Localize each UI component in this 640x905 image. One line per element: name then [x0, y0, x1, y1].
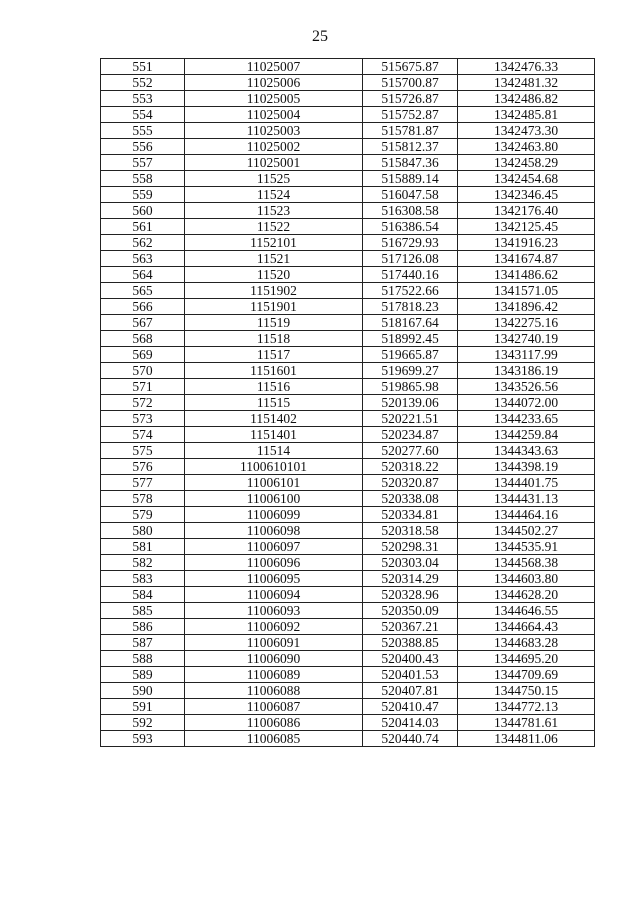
y-coordinate-cell: 1344464.16	[458, 507, 595, 523]
table-row	[101, 219, 595, 235]
point-id-cell: 11006088	[185, 683, 363, 699]
y-coordinate-cell: 1344502.27	[458, 523, 595, 539]
y-coordinate-cell: 1342486.82	[458, 91, 595, 107]
table-row	[101, 539, 595, 555]
table-row	[101, 283, 595, 299]
point-id-cell: 11006092	[185, 619, 363, 635]
x-coordinate-cell: 516729.93	[363, 235, 458, 251]
point-id-cell: 11025007	[185, 59, 363, 75]
point-id-cell: 11006085	[185, 731, 363, 747]
y-coordinate-cell: 1344401.75	[458, 475, 595, 491]
row-number-cell: 587	[101, 635, 185, 651]
page-number: 25	[312, 28, 328, 45]
point-id-cell: 11025003	[185, 123, 363, 139]
point-id-cell: 11006090	[185, 651, 363, 667]
point-id-cell: 11006095	[185, 571, 363, 587]
point-id-cell: 11524	[185, 187, 363, 203]
point-id-cell: 1151401	[185, 427, 363, 443]
table-row	[101, 331, 595, 347]
y-coordinate-cell: 1343186.19	[458, 363, 595, 379]
x-coordinate-cell: 520367.21	[363, 619, 458, 635]
point-id-cell: 11522	[185, 219, 363, 235]
point-id-cell: 1100610101	[185, 459, 363, 475]
row-number-cell: 588	[101, 651, 185, 667]
point-id-cell: 11006086	[185, 715, 363, 731]
row-number-cell: 554	[101, 107, 185, 123]
y-coordinate-cell: 1344750.15	[458, 683, 595, 699]
table-row	[101, 491, 595, 507]
y-coordinate-cell: 1344233.65	[458, 411, 595, 427]
table-row	[101, 587, 595, 603]
y-coordinate-cell: 1342458.29	[458, 155, 595, 171]
row-number-cell: 593	[101, 731, 185, 747]
x-coordinate-cell: 520401.53	[363, 667, 458, 683]
table-row	[101, 315, 595, 331]
coordinates-table	[100, 58, 595, 747]
table-row	[101, 187, 595, 203]
x-coordinate-cell: 520334.81	[363, 507, 458, 523]
row-number-cell: 553	[101, 91, 185, 107]
table-row	[101, 475, 595, 491]
point-id-cell: 11006098	[185, 523, 363, 539]
y-coordinate-cell: 1341916.23	[458, 235, 595, 251]
point-id-cell: 1151402	[185, 411, 363, 427]
y-coordinate-cell: 1344683.28	[458, 635, 595, 651]
point-id-cell: 11519	[185, 315, 363, 331]
table-row	[101, 555, 595, 571]
row-number-cell: 558	[101, 171, 185, 187]
table-row	[101, 427, 595, 443]
x-coordinate-cell: 520314.29	[363, 571, 458, 587]
y-coordinate-cell: 1344343.63	[458, 443, 595, 459]
x-coordinate-cell: 515726.87	[363, 91, 458, 107]
row-number-cell: 572	[101, 395, 185, 411]
table-row	[101, 107, 595, 123]
table-row	[101, 155, 595, 171]
y-coordinate-cell: 1344568.38	[458, 555, 595, 571]
table-row	[101, 171, 595, 187]
y-coordinate-cell: 1344772.13	[458, 699, 595, 715]
x-coordinate-cell: 520440.74	[363, 731, 458, 747]
x-coordinate-cell: 516386.54	[363, 219, 458, 235]
point-id-cell: 11515	[185, 395, 363, 411]
point-id-cell: 11006091	[185, 635, 363, 651]
table-row	[101, 603, 595, 619]
point-id-cell: 11521	[185, 251, 363, 267]
point-id-cell: 11006087	[185, 699, 363, 715]
table-row	[101, 683, 595, 699]
x-coordinate-cell: 515675.87	[363, 59, 458, 75]
row-number-cell: 556	[101, 139, 185, 155]
table-row	[101, 91, 595, 107]
row-number-cell: 565	[101, 283, 185, 299]
x-coordinate-cell: 520414.03	[363, 715, 458, 731]
table-row	[101, 715, 595, 731]
row-number-cell: 571	[101, 379, 185, 395]
point-id-cell: 11006089	[185, 667, 363, 683]
table-row	[101, 395, 595, 411]
x-coordinate-cell: 515700.87	[363, 75, 458, 91]
point-id-cell: 11517	[185, 347, 363, 363]
point-id-cell: 1152101	[185, 235, 363, 251]
row-number-cell: 564	[101, 267, 185, 283]
coordinates-table-body	[101, 59, 595, 747]
y-coordinate-cell: 1344695.20	[458, 651, 595, 667]
table-row	[101, 299, 595, 315]
y-coordinate-cell: 1342454.68	[458, 171, 595, 187]
y-coordinate-cell: 1341674.87	[458, 251, 595, 267]
table-row	[101, 571, 595, 587]
table-row	[101, 75, 595, 91]
row-number-cell: 562	[101, 235, 185, 251]
y-coordinate-cell: 1344398.19	[458, 459, 595, 475]
row-number-cell: 581	[101, 539, 185, 555]
y-coordinate-cell: 1342176.40	[458, 203, 595, 219]
table-row	[101, 635, 595, 651]
point-id-cell: 11006094	[185, 587, 363, 603]
y-coordinate-cell: 1344781.61	[458, 715, 595, 731]
x-coordinate-cell: 519665.87	[363, 347, 458, 363]
y-coordinate-cell: 1344072.00	[458, 395, 595, 411]
point-id-cell: 11523	[185, 203, 363, 219]
x-coordinate-cell: 517522.66	[363, 283, 458, 299]
point-id-cell: 11025005	[185, 91, 363, 107]
x-coordinate-cell: 515812.37	[363, 139, 458, 155]
row-number-cell: 566	[101, 299, 185, 315]
y-coordinate-cell: 1344811.06	[458, 731, 595, 747]
x-coordinate-cell: 520234.87	[363, 427, 458, 443]
point-id-cell: 11514	[185, 443, 363, 459]
x-coordinate-cell: 520277.60	[363, 443, 458, 459]
row-number-cell: 579	[101, 507, 185, 523]
x-coordinate-cell: 520350.09	[363, 603, 458, 619]
x-coordinate-cell: 515781.87	[363, 123, 458, 139]
point-id-cell: 11006093	[185, 603, 363, 619]
y-coordinate-cell: 1344535.91	[458, 539, 595, 555]
x-coordinate-cell: 520338.08	[363, 491, 458, 507]
y-coordinate-cell: 1342473.30	[458, 123, 595, 139]
row-number-cell: 580	[101, 523, 185, 539]
point-id-cell: 11006101	[185, 475, 363, 491]
y-coordinate-cell: 1341896.42	[458, 299, 595, 315]
table-row	[101, 619, 595, 635]
table-row	[101, 347, 595, 363]
row-number-cell: 590	[101, 683, 185, 699]
y-coordinate-cell: 1342740.19	[458, 331, 595, 347]
row-number-cell: 578	[101, 491, 185, 507]
table-row	[101, 411, 595, 427]
y-coordinate-cell: 1344709.69	[458, 667, 595, 683]
row-number-cell: 574	[101, 427, 185, 443]
point-id-cell: 11025001	[185, 155, 363, 171]
point-id-cell: 11006100	[185, 491, 363, 507]
row-number-cell: 577	[101, 475, 185, 491]
y-coordinate-cell: 1342346.45	[458, 187, 595, 203]
table-row	[101, 251, 595, 267]
table-row	[101, 267, 595, 283]
x-coordinate-cell: 518167.64	[363, 315, 458, 331]
row-number-cell: 559	[101, 187, 185, 203]
y-coordinate-cell: 1341486.62	[458, 267, 595, 283]
row-number-cell: 573	[101, 411, 185, 427]
x-coordinate-cell: 520318.58	[363, 523, 458, 539]
row-number-cell: 586	[101, 619, 185, 635]
x-coordinate-cell: 520320.87	[363, 475, 458, 491]
point-id-cell: 1151902	[185, 283, 363, 299]
row-number-cell: 591	[101, 699, 185, 715]
x-coordinate-cell: 517440.16	[363, 267, 458, 283]
x-coordinate-cell: 517818.23	[363, 299, 458, 315]
point-id-cell: 11006096	[185, 555, 363, 571]
point-id-cell: 11025004	[185, 107, 363, 123]
y-coordinate-cell: 1344431.13	[458, 491, 595, 507]
y-coordinate-cell: 1344646.55	[458, 603, 595, 619]
row-number-cell: 576	[101, 459, 185, 475]
x-coordinate-cell: 516047.58	[363, 187, 458, 203]
row-number-cell: 557	[101, 155, 185, 171]
x-coordinate-cell: 520407.81	[363, 683, 458, 699]
table-row	[101, 459, 595, 475]
point-id-cell: 11525	[185, 171, 363, 187]
y-coordinate-cell: 1342463.80	[458, 139, 595, 155]
x-coordinate-cell: 519699.27	[363, 363, 458, 379]
point-id-cell: 1151601	[185, 363, 363, 379]
point-id-cell: 11025006	[185, 75, 363, 91]
row-number-cell: 567	[101, 315, 185, 331]
row-number-cell: 555	[101, 123, 185, 139]
row-number-cell: 552	[101, 75, 185, 91]
table-row	[101, 363, 595, 379]
row-number-cell: 575	[101, 443, 185, 459]
table-row	[101, 443, 595, 459]
x-coordinate-cell: 520221.51	[363, 411, 458, 427]
x-coordinate-cell: 517126.08	[363, 251, 458, 267]
y-coordinate-cell: 1342485.81	[458, 107, 595, 123]
point-id-cell: 11025002	[185, 139, 363, 155]
point-id-cell: 11006099	[185, 507, 363, 523]
row-number-cell: 592	[101, 715, 185, 731]
row-number-cell: 583	[101, 571, 185, 587]
row-number-cell: 585	[101, 603, 185, 619]
table-row	[101, 123, 595, 139]
y-coordinate-cell: 1344603.80	[458, 571, 595, 587]
x-coordinate-cell: 520139.06	[363, 395, 458, 411]
x-coordinate-cell: 515889.14	[363, 171, 458, 187]
row-number-cell: 570	[101, 363, 185, 379]
x-coordinate-cell: 520400.43	[363, 651, 458, 667]
point-id-cell: 11516	[185, 379, 363, 395]
y-coordinate-cell: 1343526.56	[458, 379, 595, 395]
row-number-cell: 568	[101, 331, 185, 347]
y-coordinate-cell: 1342476.33	[458, 59, 595, 75]
x-coordinate-cell: 518992.45	[363, 331, 458, 347]
y-coordinate-cell: 1343117.99	[458, 347, 595, 363]
table-row	[101, 203, 595, 219]
x-coordinate-cell: 515847.36	[363, 155, 458, 171]
x-coordinate-cell: 520298.31	[363, 539, 458, 555]
table-row	[101, 651, 595, 667]
table-row	[101, 667, 595, 683]
y-coordinate-cell: 1342275.16	[458, 315, 595, 331]
x-coordinate-cell: 520410.47	[363, 699, 458, 715]
point-id-cell: 11518	[185, 331, 363, 347]
y-coordinate-cell: 1342125.45	[458, 219, 595, 235]
x-coordinate-cell: 519865.98	[363, 379, 458, 395]
x-coordinate-cell: 520303.04	[363, 555, 458, 571]
table-row	[101, 59, 595, 75]
table-row	[101, 139, 595, 155]
table-row	[101, 235, 595, 251]
row-number-cell: 582	[101, 555, 185, 571]
table-row	[101, 699, 595, 715]
table-row	[101, 379, 595, 395]
x-coordinate-cell: 520318.22	[363, 459, 458, 475]
row-number-cell: 561	[101, 219, 185, 235]
table-row	[101, 523, 595, 539]
y-coordinate-cell: 1342481.32	[458, 75, 595, 91]
row-number-cell: 589	[101, 667, 185, 683]
x-coordinate-cell: 520388.85	[363, 635, 458, 651]
row-number-cell: 551	[101, 59, 185, 75]
row-number-cell: 569	[101, 347, 185, 363]
point-id-cell: 1151901	[185, 299, 363, 315]
row-number-cell: 563	[101, 251, 185, 267]
point-id-cell: 11006097	[185, 539, 363, 555]
table-row	[101, 507, 595, 523]
row-number-cell: 560	[101, 203, 185, 219]
x-coordinate-cell: 520328.96	[363, 587, 458, 603]
row-number-cell: 584	[101, 587, 185, 603]
y-coordinate-cell: 1344664.43	[458, 619, 595, 635]
x-coordinate-cell: 515752.87	[363, 107, 458, 123]
table-row	[101, 731, 595, 747]
x-coordinate-cell: 516308.58	[363, 203, 458, 219]
y-coordinate-cell: 1344628.20	[458, 587, 595, 603]
y-coordinate-cell: 1341571.05	[458, 283, 595, 299]
y-coordinate-cell: 1344259.84	[458, 427, 595, 443]
point-id-cell: 11520	[185, 267, 363, 283]
